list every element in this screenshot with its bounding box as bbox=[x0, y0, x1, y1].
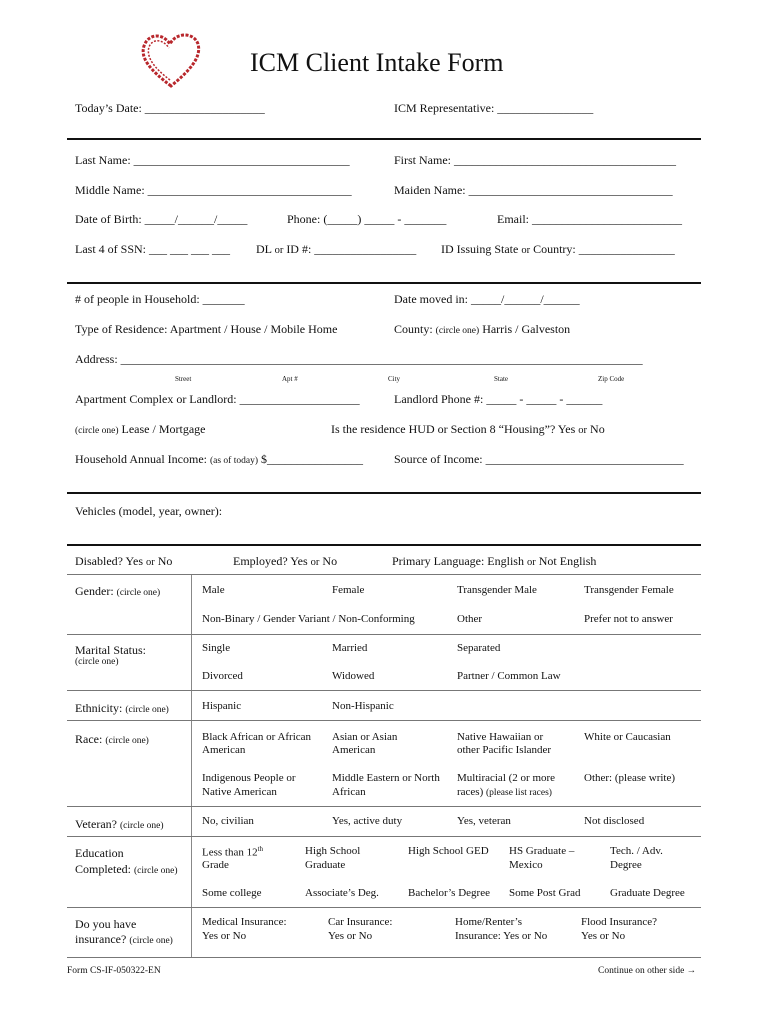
row-divider bbox=[67, 634, 701, 635]
address-state-caption: State bbox=[494, 375, 508, 383]
insurance-option-line2[interactable]: Insurance: Yes or No bbox=[455, 930, 548, 942]
icm-representative-field[interactable]: ICM Representative: ________________ bbox=[394, 101, 594, 115]
row-divider bbox=[67, 907, 701, 908]
gender-option[interactable]: Non-Binary / Gender Variant / Non-Conforming bbox=[202, 613, 415, 625]
employed-options[interactable]: Employed? Yes or No bbox=[233, 554, 338, 568]
section-divider bbox=[67, 282, 701, 284]
arrow-right-icon: → bbox=[686, 966, 697, 976]
gender-option[interactable]: Other bbox=[457, 613, 483, 625]
marital-option[interactable]: Married bbox=[332, 642, 368, 654]
ethnicity-option[interactable]: Hispanic bbox=[202, 700, 242, 712]
todays-date-field[interactable]: Today’s Date: ____________________ bbox=[75, 101, 265, 115]
address-street-caption: Street bbox=[175, 375, 192, 383]
veteran-option[interactable]: No, civilian bbox=[202, 815, 254, 827]
address-apt-caption: Apt # bbox=[282, 375, 298, 383]
race-option-line2[interactable]: American bbox=[202, 744, 246, 756]
education-option-line2[interactable]: Grade bbox=[202, 859, 229, 871]
county-options[interactable]: County: (circle one) Harris / Galveston bbox=[394, 322, 571, 336]
row-divider bbox=[67, 574, 701, 575]
marital-option[interactable]: Separated bbox=[457, 642, 501, 654]
marital-option[interactable]: Single bbox=[202, 642, 231, 654]
education-option-line2[interactable]: Mexico bbox=[509, 859, 543, 871]
form-id: Form CS-IF-050322-EN bbox=[67, 966, 161, 976]
race-option-line2[interactable]: Native American bbox=[202, 786, 277, 798]
row-divider bbox=[67, 806, 701, 807]
veteran-option[interactable]: Yes, active duty bbox=[332, 815, 403, 827]
insurance-label: Do you have bbox=[75, 917, 137, 931]
landlord-phone-field[interactable]: Landlord Phone #: _____ - _____ - ______ bbox=[394, 392, 603, 406]
education-option[interactable]: Graduate Degree bbox=[610, 887, 685, 899]
education-option[interactable]: Some Post Grad bbox=[509, 887, 581, 899]
veteran-label: Veteran? (circle one) bbox=[75, 817, 164, 831]
landlord-field[interactable]: Apartment Complex or Landlord: ____________________ bbox=[75, 392, 360, 406]
insurance-label-line2: insurance? (circle one) bbox=[75, 932, 173, 946]
education-option[interactable]: HS Graduate – bbox=[509, 845, 575, 857]
insurance-option[interactable]: Flood Insurance? bbox=[581, 916, 658, 928]
insurance-option-line2[interactable]: Yes or No bbox=[328, 930, 373, 942]
education-option-line2[interactable]: Graduate bbox=[305, 859, 346, 871]
veteran-option[interactable]: Yes, veteran bbox=[457, 815, 511, 827]
section-divider bbox=[67, 492, 701, 494]
race-option[interactable]: Middle Eastern or North bbox=[332, 772, 440, 784]
source-of-income-field[interactable]: Source of Income: _________________________________ bbox=[394, 452, 684, 466]
residence-type-options[interactable]: Type of Residence: Apartment / House / Mobile Home bbox=[75, 322, 338, 336]
education-label: Education bbox=[75, 846, 124, 860]
address-zip-caption: Zip Code bbox=[598, 375, 625, 383]
first-name-field[interactable]: First Name: _____________________________________ bbox=[394, 153, 676, 167]
insurance-option[interactable]: Home/Renter’s bbox=[455, 916, 523, 928]
gender-option[interactable]: Transgender Female bbox=[584, 584, 674, 596]
vehicles-field[interactable]: Vehicles (model, year, owner): bbox=[75, 504, 223, 518]
gender-label: Gender: (circle one) bbox=[75, 584, 161, 598]
insurance-option-line2[interactable]: Yes or No bbox=[581, 930, 626, 942]
insurance-option[interactable]: Car Insurance: bbox=[328, 916, 393, 928]
page-title: ICM Client Intake Form bbox=[250, 48, 504, 77]
race-option[interactable]: White or Caucasian bbox=[584, 731, 671, 743]
gender-option[interactable]: Prefer not to answer bbox=[584, 613, 673, 625]
race-option[interactable]: Other: (please write) bbox=[584, 772, 676, 784]
education-option[interactable]: Associate’s Deg. bbox=[305, 887, 379, 899]
last-name-field[interactable]: Last Name: ____________________________________ bbox=[75, 153, 350, 167]
race-option[interactable]: Multiracial (2 or more bbox=[457, 772, 556, 784]
maiden-name-field[interactable]: Maiden Name: __________________________________ bbox=[394, 183, 673, 197]
education-option[interactable]: High School GED bbox=[408, 845, 489, 857]
dl-id-field[interactable]: DL or ID #: _________________ bbox=[256, 242, 417, 256]
date-of-birth-field[interactable]: Date of Birth: _____/______/_____ bbox=[75, 212, 248, 226]
middle-name-field[interactable]: Middle Name: __________________________________ bbox=[75, 183, 352, 197]
section-divider bbox=[67, 138, 701, 140]
marital-status-hint: (circle one) bbox=[75, 657, 119, 667]
veteran-option[interactable]: Not disclosed bbox=[584, 815, 645, 827]
education-option[interactable]: Less than 12th bbox=[202, 845, 264, 859]
race-label: Race: (circle one) bbox=[75, 732, 149, 746]
date-moved-in-field[interactable]: Date moved in: _____/______/______ bbox=[394, 292, 580, 306]
education-option-line2[interactable]: Degree bbox=[610, 859, 642, 871]
continue-note: Continue on other side → bbox=[598, 966, 697, 976]
gender-option[interactable]: Transgender Male bbox=[457, 584, 537, 596]
race-option[interactable]: Indigenous People or bbox=[202, 772, 296, 784]
row-divider bbox=[67, 957, 701, 958]
race-option-line2[interactable]: other Pacific Islander bbox=[457, 744, 552, 756]
phone-field[interactable]: Phone: (_____) _____ - _______ bbox=[287, 212, 447, 226]
gender-option[interactable]: Female bbox=[332, 584, 365, 596]
household-people-field[interactable]: # of people in Household: _______ bbox=[75, 292, 245, 306]
disabled-options[interactable]: Disabled? Yes or No bbox=[75, 554, 173, 568]
education-option[interactable]: Some college bbox=[202, 887, 262, 899]
gender-option[interactable]: Male bbox=[202, 584, 225, 596]
marital-status-label: Marital Status: bbox=[75, 643, 146, 657]
marital-option[interactable]: Widowed bbox=[332, 670, 375, 682]
section-divider bbox=[67, 544, 701, 546]
education-label-line2: Completed: (circle one) bbox=[75, 862, 178, 876]
row-divider bbox=[67, 720, 701, 721]
address-field[interactable]: Address: _______________________________________________________________________________________ bbox=[75, 352, 643, 366]
marital-option[interactable]: Partner / Common Law bbox=[457, 670, 561, 682]
primary-language-options[interactable]: Primary Language: English or Not English bbox=[392, 554, 597, 568]
race-option[interactable]: Black African or African bbox=[202, 731, 312, 743]
household-income-field[interactable]: Household Annual Income: (as of today) $________________ bbox=[75, 452, 363, 466]
insurance-option[interactable]: Medical Insurance: bbox=[202, 916, 287, 928]
lease-mortgage-options[interactable]: (circle one) Lease / Mortgage bbox=[75, 422, 206, 436]
heart-icon bbox=[140, 30, 202, 90]
row-divider bbox=[67, 836, 701, 837]
marital-option[interactable]: Divorced bbox=[202, 670, 243, 682]
race-option-line2[interactable]: American bbox=[332, 744, 376, 756]
ssn-field[interactable]: Last 4 of SSN: ___ ___ ___ ___ bbox=[75, 242, 231, 256]
education-option[interactable]: Tech. / Adv. bbox=[610, 845, 663, 857]
race-option-line2[interactable]: African bbox=[332, 786, 366, 798]
hud-housing-options[interactable]: Is the residence HUD or Section 8 “Housing”? Yes or No bbox=[331, 422, 605, 436]
ethnicity-label: Ethnicity: (circle one) bbox=[75, 701, 169, 715]
address-city-caption: City bbox=[388, 375, 401, 383]
column-divider bbox=[191, 575, 192, 957]
ethnicity-option[interactable]: Non-Hispanic bbox=[332, 700, 394, 712]
education-option[interactable]: High School bbox=[305, 845, 361, 857]
education-option[interactable]: Bachelor’s Degree bbox=[408, 887, 490, 899]
row-divider bbox=[67, 690, 701, 691]
email-field[interactable]: Email: _________________________ bbox=[497, 212, 682, 226]
race-option[interactable]: Native Hawaiian or bbox=[457, 731, 544, 743]
id-issuing-state-field[interactable]: ID Issuing State or Country: ________________ bbox=[441, 242, 675, 256]
race-option-line2[interactable]: races) (please list races) bbox=[457, 786, 552, 798]
insurance-option-line2[interactable]: Yes or No bbox=[202, 930, 247, 942]
race-option[interactable]: Asian or Asian bbox=[332, 731, 398, 743]
